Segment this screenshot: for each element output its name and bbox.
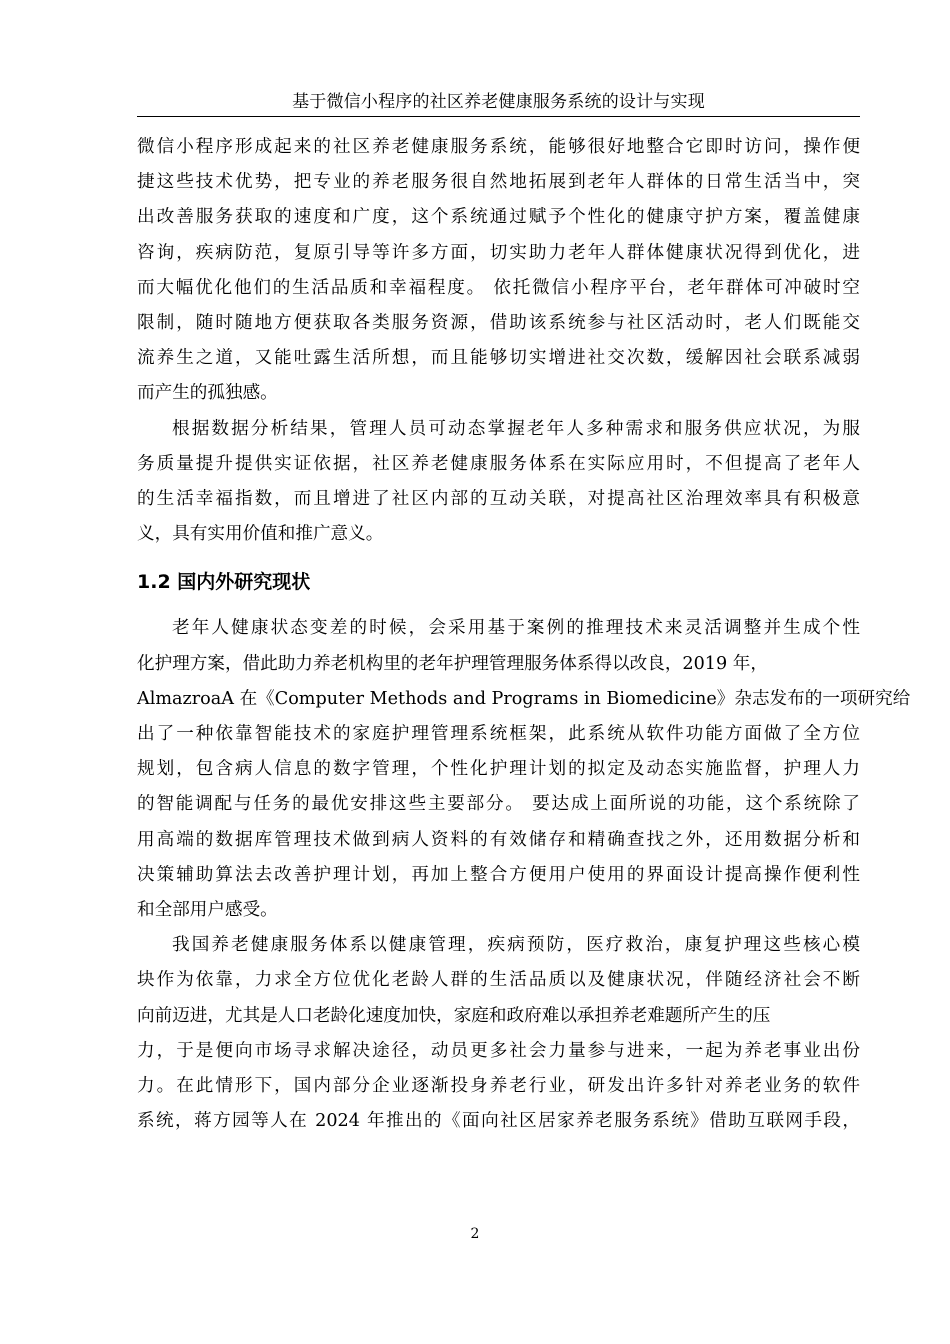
page-footer <box>0 1226 950 1242</box>
text-line: 力，于是便向市场寻求解决途径，动员更多社会力量参与进来，一起为养老事业出份 <box>137 1040 860 1061</box>
text-line: 微信小程序形成起来的社区养老健康服务系统，能够很好地整合它即时访问，操作便 <box>137 137 860 157</box>
paragraph-data-analysis <box>137 412 860 553</box>
text-line: 的智能调配与任务的最优安排这些主要部分。 要达成上面所说的功能，这个系统除了 <box>137 794 860 815</box>
text-line: 块作为依靠，力求全方位优化老龄人群的生活品质以及健康状况，伴随经济社会不断 <box>137 970 860 991</box>
text-line: 限制，随时随地方便获取各类服务资源，借助该系统参与社区活动时，老人们既能交 <box>137 313 860 334</box>
text-line: 决策辅助算法去改善护理计划，再加上整合方便用户使用的界面设计提高操作便利性 <box>137 864 860 885</box>
text-line: 的生活幸福指数，而且增进了社区内部的互动关联，对提高社区治理效率具有积极意 <box>137 489 860 510</box>
text-line: 系统，蒋方园等人在 2024 年推出的《面向社区居家养老服务系统》借助互联网手段， <box>137 1111 860 1132</box>
text-line: 化护理方案，借此助力养老机构里的老年护理管理服务体系得以改良，2019 年， <box>137 653 768 674</box>
page-body <box>137 130 911 1139</box>
text-line: 规划，包含病人信息的数字管理，个性化护理计划的拟定及动态实施监督，护理人力 <box>137 759 860 780</box>
text-line: 向前迈进，尤其是人口老龄化速度加快，家庭和政府难以承担养老难题所产生的压 <box>137 1005 771 1026</box>
text-line: 出了一种依靠智能技术的家庭护理管理系统框架，此系统从软件功能方面做了全方位 <box>137 724 860 745</box>
paragraph-intro-continued <box>137 130 860 412</box>
text-line: 老年人健康状态变差的时候，会采用基于案例的推理技术来灵活调整并生成个性 <box>172 618 860 639</box>
header-title: 基于微信小程序的社区养老健康服务系统的设计与实现 <box>292 92 705 112</box>
text-line: 咨询，疾病防范，复原引导等许多方面，切实助力老年人群体健康状况得到优化，进 <box>137 242 860 263</box>
text-line: 义，具有实用价值和推广意义。 <box>137 524 384 545</box>
text-line: 力。在此情形下，国内部分企业逐渐投身养老行业，研发出许多针对养老业务的软件 <box>137 1076 860 1097</box>
text-line: 流养生之道，又能吐露生活所想，而且能够切实增进社交次数，缓解因社会联系减弱 <box>137 348 860 369</box>
text-line: 而产生的孤独感。 <box>137 383 278 404</box>
section-heading: 1.2 国内外研究现状 <box>137 571 311 594</box>
text-line: 用高端的数据库管理技术做到病人资料的有效储存和精确查找之外，还用数据分析和 <box>137 829 860 850</box>
text-line: 务质量提升提供实证依据，社区养老健康服务体系在实际应用时，不但提高了老年人 <box>137 453 860 474</box>
text-line: 我国养老健康服务体系以健康管理，疾病预防，医疗救治，康复护理这些核心模 <box>172 935 860 956</box>
text-line: 根据数据分析结果，管理人员可动态掌握老年人多种需求和服务供应状况，为服 <box>172 418 860 439</box>
text-line: 和全部用户感受。 <box>137 900 278 921</box>
text-line: 出改善服务获取的速度和广度，这个系统通过赋予个性化的健康守护方案，覆盖健康 <box>137 207 860 228</box>
paragraph-foreign-research <box>137 611 911 928</box>
text-line: 而大幅优化他们的生活品质和幸福程度。 依托微信小程序平台，老年群体可冲破时空 <box>137 277 860 298</box>
page-header <box>137 86 860 117</box>
page-number: 2 <box>470 1226 480 1242</box>
text-line: 捷这些技术优势，把专业的养老服务很自然地拓展到老年人群体的日常生活当中，突 <box>137 172 860 193</box>
text-line: AlmazroaA 在《Computer Methods and Programs in Biomedicine》杂志发布的一项研究给 <box>137 688 911 709</box>
paragraph-domestic-research <box>137 928 860 1139</box>
